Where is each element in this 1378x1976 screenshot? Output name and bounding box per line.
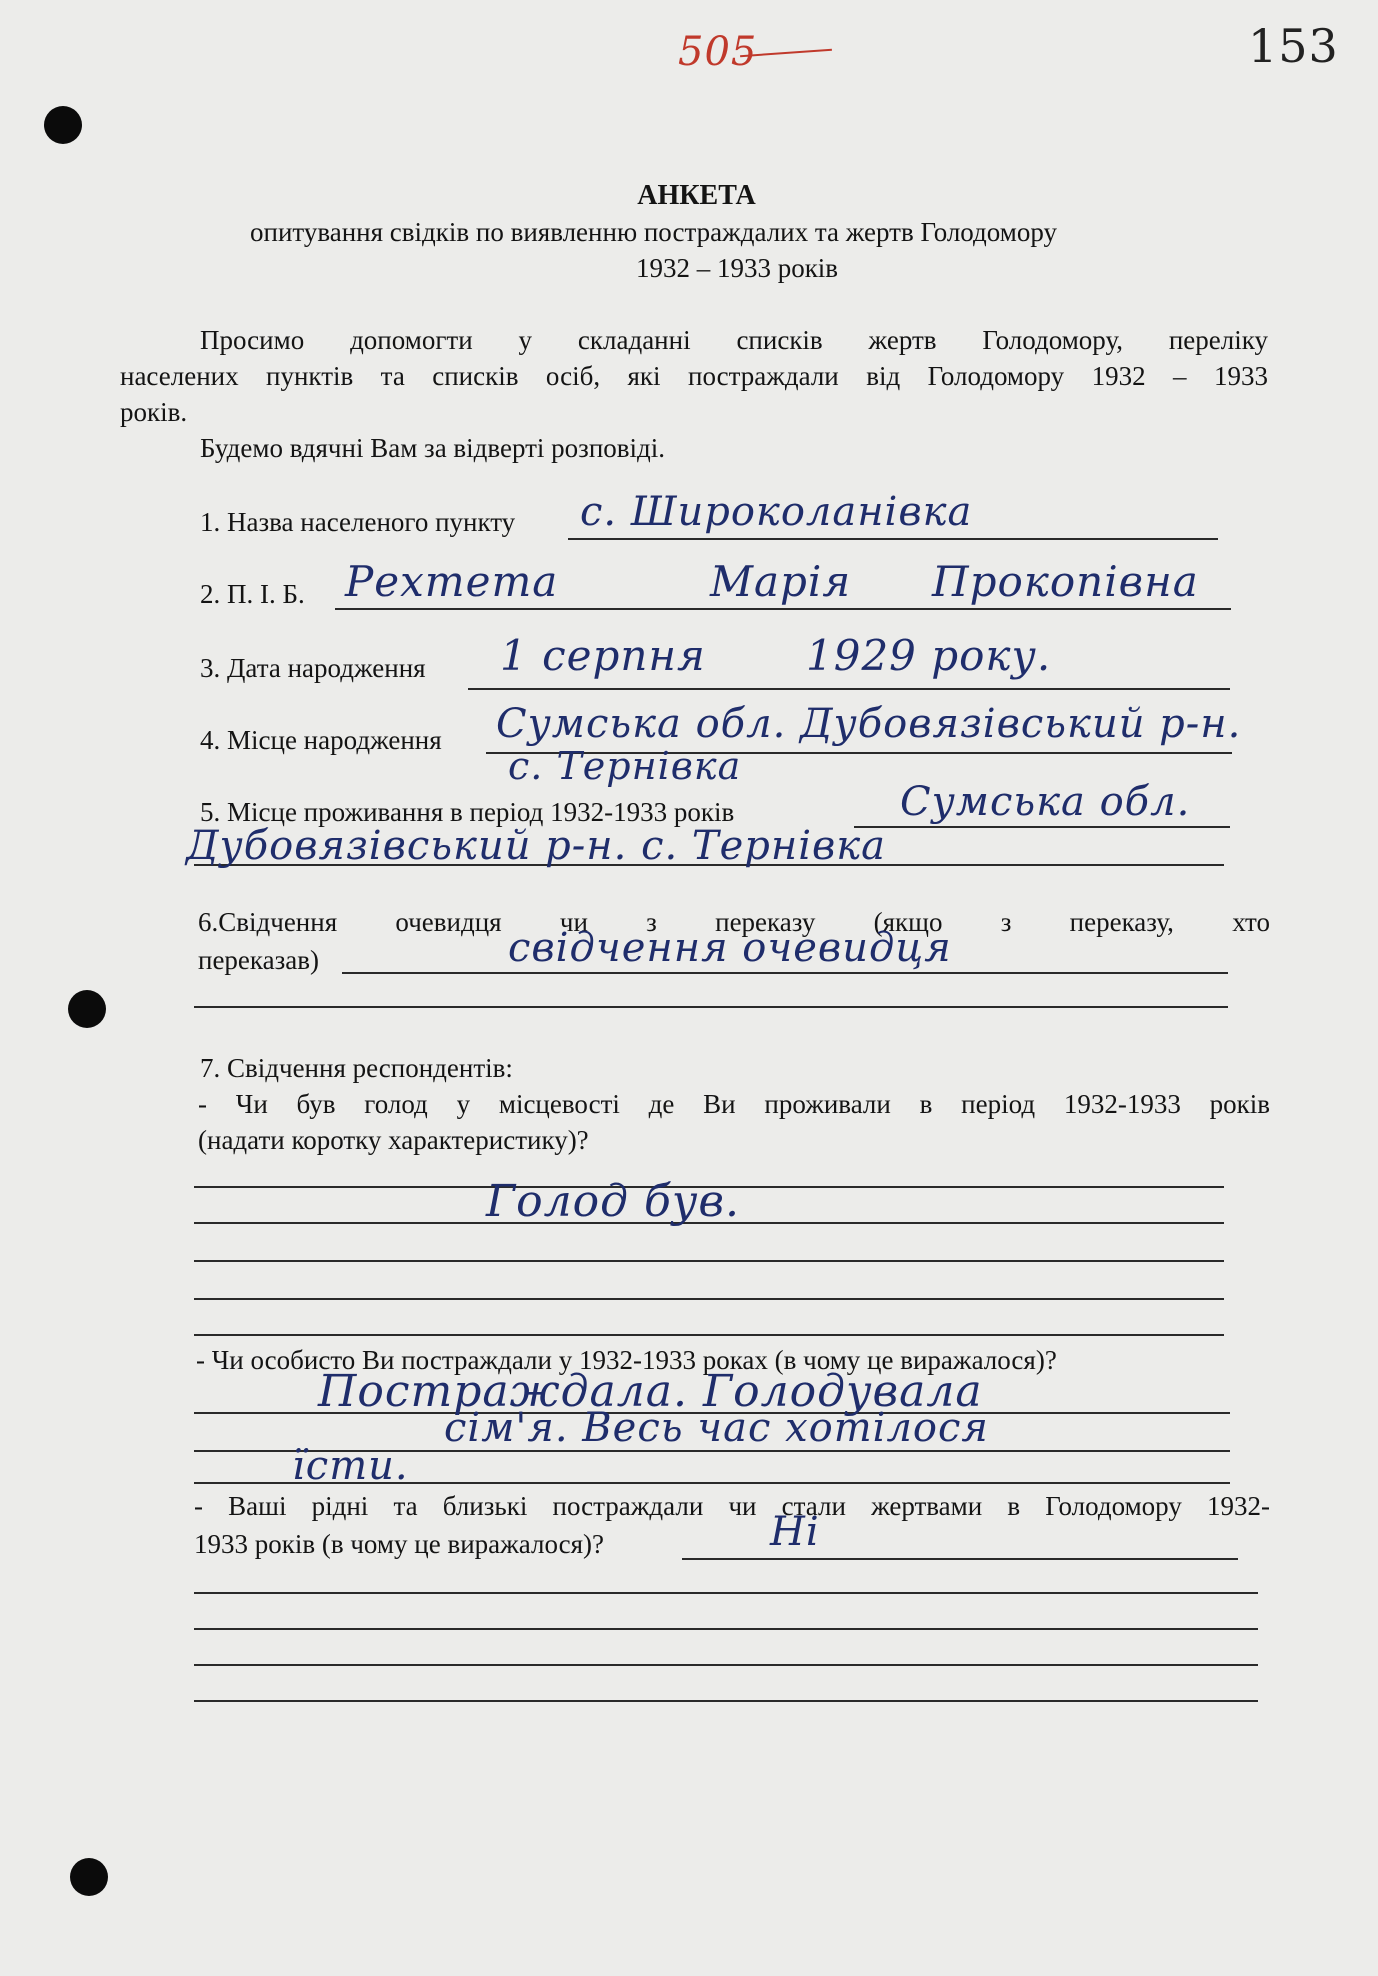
intro-line-3: років.: [120, 397, 188, 427]
q7b-answer-line-3-text: їсти.: [292, 1443, 409, 1489]
q7a-answer-line-4: [194, 1298, 1224, 1300]
red-archive-number: 505: [678, 29, 758, 75]
q7c-line-2: 1933 років (в чому це виражалося)?: [194, 1529, 605, 1559]
q6-label-line-2: переказав): [198, 945, 319, 975]
q2-answer-name: Марія: [710, 557, 852, 606]
q2-answer-surname: Рехтета: [345, 557, 559, 606]
q7b-answer-line-2-text: сім'я. Весь час хотілося: [444, 1405, 989, 1451]
form-subtitle-line-2: 1932 – 1933 років: [635, 253, 839, 283]
q3-answer-day: 1 серпня: [500, 631, 706, 680]
q1-answer-line: [568, 538, 1218, 540]
q7-label: 7. Свідчення респондентів:: [200, 1053, 513, 1083]
q5-answer-line-2-text: Дубовязівський р-н. с. Тернівка: [186, 823, 887, 869]
page-number: 153: [1248, 19, 1339, 73]
q5-answer-line-1: [854, 826, 1230, 828]
q2-answer-line: [335, 608, 1231, 610]
q4-answer-line-2: с. Тернівка: [508, 744, 742, 788]
q7a-line-2: (надати коротку характеристику)?: [198, 1125, 589, 1155]
q7a-answer-line-5: [194, 1334, 1224, 1336]
q7c-answer-line-2: [194, 1592, 1258, 1594]
q7b-label: - Чи особисто Ви постраждали у 1932-1933 роках (в чому це виражалося)?: [196, 1345, 1057, 1375]
punch-hole-middle: [68, 990, 106, 1028]
q7b-answer-line-1-text: Постраждала. Голодувала: [318, 1366, 983, 1417]
q2-answer-patronymic: Прокопівна: [932, 557, 1199, 606]
q5-label: 5. Місце проживання в період 1932-1933 років: [200, 797, 735, 827]
q7c-line-1: - Ваші рідні та близькі постраждали чи стали жертвами в Голодомору 1932-: [194, 1491, 1270, 1521]
q4-answer-line-1: Сумська обл. Дубовязівський р-н.: [496, 701, 1242, 747]
q3-label: 3. Дата народження: [200, 653, 426, 683]
q2-label: 2. П. І. Б.: [200, 579, 305, 609]
intro-thanks: Будемо вдячні Вам за відверті розповіді.: [200, 433, 666, 463]
q1-answer: с. Широколанівка: [580, 489, 973, 535]
q7c-answer: Ні: [770, 1509, 820, 1555]
q1-label: 1. Назва населеного пункту: [200, 507, 516, 537]
q7a-answer-line-3: [194, 1260, 1224, 1262]
form-subtitle-line-1: опитування свідків по виявленню постраждалих та жертв Голодомору: [250, 217, 1057, 247]
q4-label: 4. Місце народження: [200, 725, 442, 755]
q7a-line-1: - Чи був голод у місцевості де Ви проживали в період 1932-1933 років: [198, 1089, 1270, 1119]
q7a-answer: Голод був.: [486, 1176, 740, 1227]
punch-hole-bottom: [70, 1858, 108, 1896]
q3-answer-line: [468, 688, 1230, 690]
q5-answer-line-1-text: Сумська обл.: [900, 779, 1191, 825]
q6-answer-line-1: [342, 972, 1228, 974]
q6-answer-line-2: [194, 1006, 1228, 1008]
form-title: АНКЕТА: [637, 180, 756, 211]
intro-line-2: населених пунктів та списків осіб, які постраждали від Голодомору 1932 – 1933: [120, 361, 1268, 391]
q3-answer-year: 1929 року.: [806, 631, 1052, 680]
q6-answer: свідчення очевидця: [508, 925, 952, 971]
q7c-answer-line-5: [194, 1700, 1258, 1702]
q7c-answer-line-3: [194, 1628, 1258, 1630]
intro-line-1: Просимо допомогти у складанні списків жертв Голодомору, переліку: [200, 325, 1268, 355]
q7c-answer-line-1: [682, 1558, 1238, 1560]
q7c-answer-line-4: [194, 1664, 1258, 1666]
q6-label-line-1: 6.Свідчення очевидця чи з переказу (якщо з переказу, хто: [198, 907, 1270, 937]
punch-hole-top: [44, 106, 82, 144]
